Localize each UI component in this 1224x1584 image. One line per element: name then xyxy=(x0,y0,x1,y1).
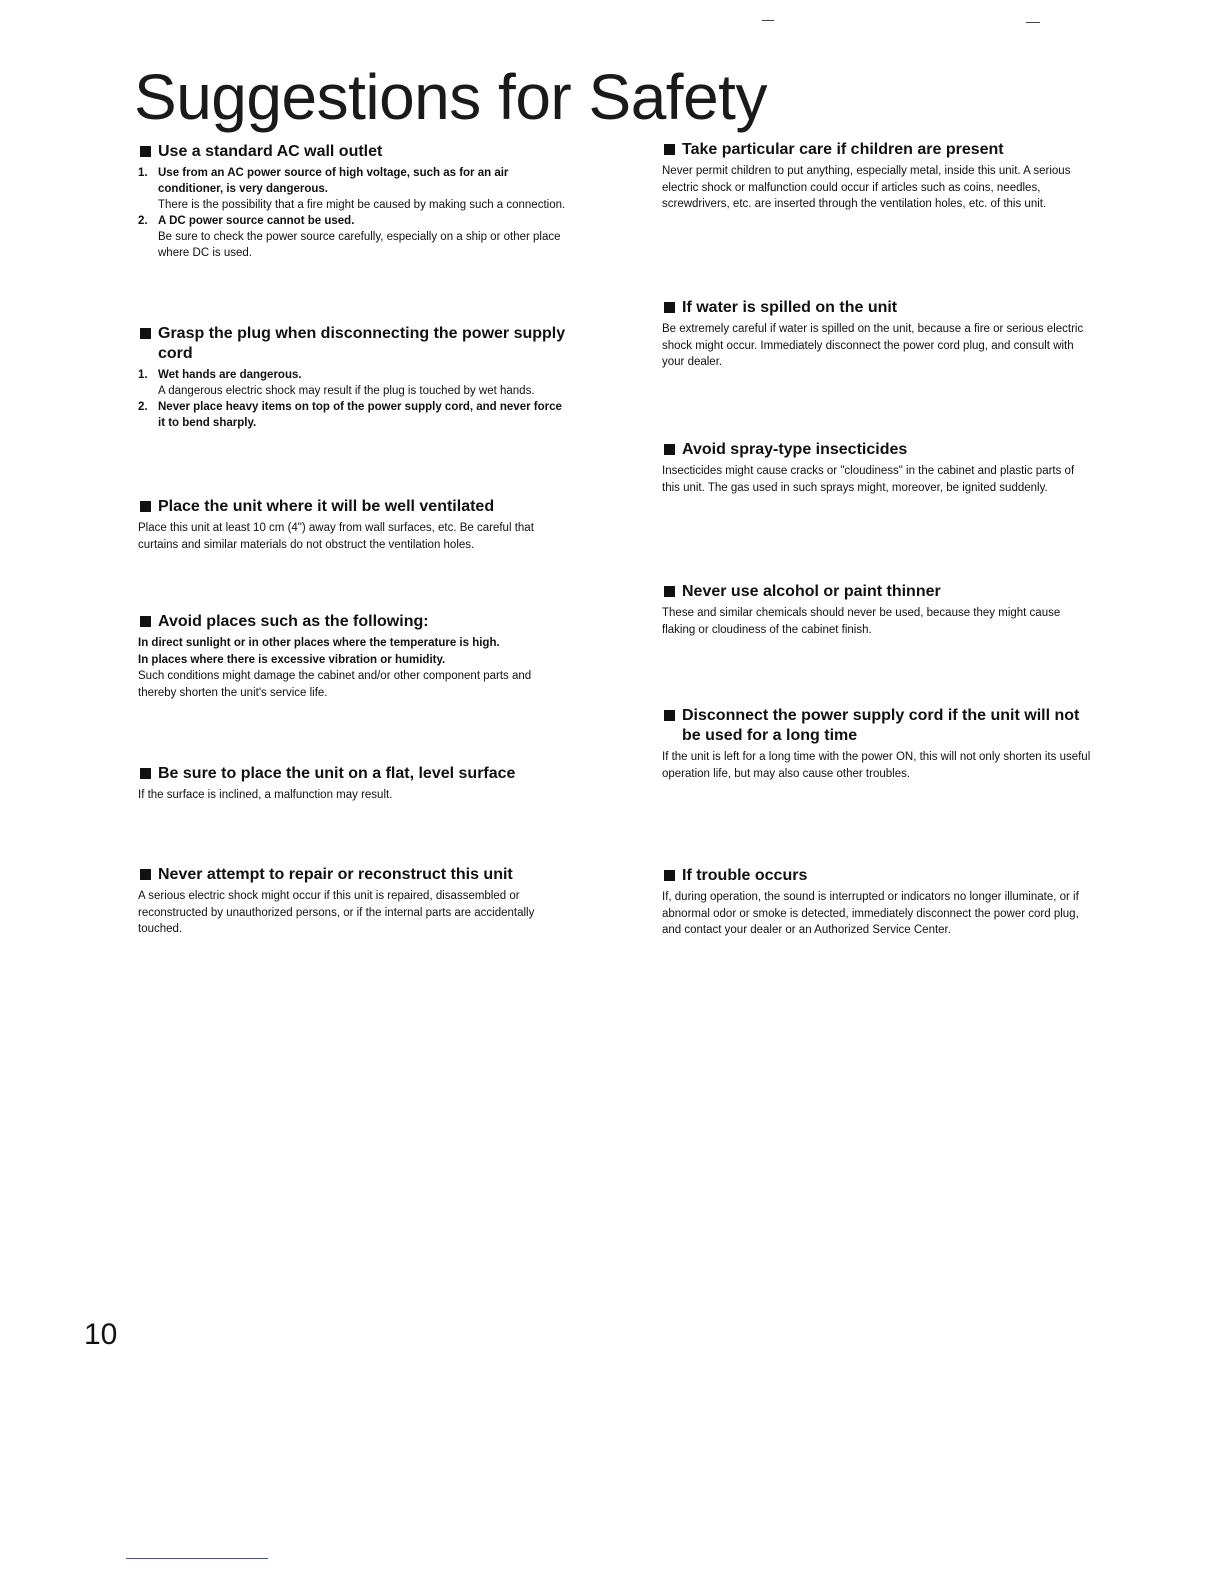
item-text: Be sure to check the power source carefully, especially on a ship or other place where DC is used. xyxy=(158,231,561,259)
square-bullet-icon xyxy=(664,586,675,597)
section-insecticides xyxy=(662,440,1094,496)
square-bullet-icon xyxy=(664,144,675,155)
section-warning-line: In places where there is excessive vibration or humidity. xyxy=(138,653,446,666)
section-body: Insecticides might cause cracks or "cloudiness" in the cabinet and plastic parts of this unit. The gas used in such sprays might, moreover, be ignited suddenly. xyxy=(662,465,1075,494)
section-heading: Avoid places such as the following: xyxy=(138,612,570,632)
footer-rule xyxy=(126,1558,268,1559)
section-no-repair xyxy=(138,865,570,938)
section-heading: If water is spilled on the unit xyxy=(662,298,1094,318)
numbered-item xyxy=(138,399,570,431)
square-bullet-icon xyxy=(664,444,675,455)
section-body: A serious electric shock might occur if this unit is repaired, disassembled or reconstructed by unauthorized persons, or if the internal parts are accidentally touched. xyxy=(138,890,535,935)
square-bullet-icon xyxy=(140,616,151,627)
section-body: Never permit children to put anything, especially metal, inside this unit. A serious electric shock or malfunction could occur if articles such as coins, needles, screwdrivers, etc. are inserted through the ventilation holes, etc. of this unit. xyxy=(662,165,1071,210)
section-heading: Disconnect the power supply cord if the unit will not be used for a long time xyxy=(662,706,1094,746)
section-warning-line: In direct sunlight or in other places where the temperature is high. xyxy=(138,637,500,649)
section-heading: Avoid spray-type insecticides xyxy=(662,440,1094,460)
section-disconnect-cord xyxy=(662,706,1094,782)
scan-mark xyxy=(762,20,774,21)
section-level-surface xyxy=(138,764,570,804)
square-bullet-icon xyxy=(664,870,675,881)
section-body: These and similar chemicals should never be used, because they might cause flaking or cloudiness of the cabinet finish. xyxy=(662,607,1061,636)
section-body: If the surface is inclined, a malfunction may result. xyxy=(138,789,393,801)
item-warning: Wet hands are dangerous. xyxy=(158,369,302,381)
square-bullet-icon xyxy=(140,869,151,880)
section-ventilation xyxy=(138,497,570,553)
item-text: There is the possibility that a fire might be caused by making such a connection. xyxy=(158,199,566,211)
numbered-item xyxy=(138,213,570,261)
square-bullet-icon xyxy=(140,146,151,157)
section-heading: Place the unit where it will be well ventilated xyxy=(138,497,570,517)
section-trouble xyxy=(662,866,1094,939)
page-title: Suggestions for Safety xyxy=(134,61,767,133)
section-grasp-plug xyxy=(138,324,570,431)
item-warning: Use from an AC power source of high voltage, such as for an air conditioner, is very dangerous. xyxy=(158,167,509,195)
item-text: A dangerous electric shock may result if the plug is touched by wet hands. xyxy=(158,385,535,397)
section-water-spilled xyxy=(662,298,1094,371)
item-warning: Never place heavy items on top of the power supply cord, and never force it to bend sharply. xyxy=(158,401,562,429)
section-heading: Use a standard AC wall outlet xyxy=(138,142,570,162)
section-body: Be extremely careful if water is spilled on the unit, because a fire or serious electric shock might occur. Immediately disconnect the power cord plug, and consult with your dealer. xyxy=(662,323,1084,368)
square-bullet-icon xyxy=(140,501,151,512)
square-bullet-icon xyxy=(140,768,151,779)
section-body: If, during operation, the sound is interrupted or indicators no longer illuminate, or if abnormal odor or smoke is detected, immediately disconnect the power cord plug, and contact your dealer or an Authorized Service Center. xyxy=(662,891,1079,936)
square-bullet-icon xyxy=(664,302,675,313)
section-heading: Grasp the plug when disconnecting the power supply cord xyxy=(138,324,570,364)
numbered-item xyxy=(138,367,570,399)
scan-mark xyxy=(1026,22,1040,23)
item-number: 2. xyxy=(138,401,148,413)
section-heading: Be sure to place the unit on a flat, level surface xyxy=(138,764,570,784)
section-standard-outlet xyxy=(138,142,570,261)
square-bullet-icon xyxy=(140,328,151,339)
section-children xyxy=(662,140,1094,213)
page-number: 10 xyxy=(84,1318,118,1351)
item-number: 1. xyxy=(138,167,148,179)
item-number: 2. xyxy=(138,215,148,227)
section-heading: Never use alcohol or paint thinner xyxy=(662,582,1094,602)
section-heading: If trouble occurs xyxy=(662,866,1094,886)
section-alcohol-thinner xyxy=(662,582,1094,638)
square-bullet-icon xyxy=(664,710,675,721)
section-avoid-places xyxy=(138,612,570,701)
item-warning: A DC power source cannot be used. xyxy=(158,215,355,227)
numbered-item xyxy=(138,165,570,213)
section-body: Such conditions might damage the cabinet and/or other component parts and thereby shorten the unit's service life. xyxy=(138,670,532,699)
section-heading: Take particular care if children are present xyxy=(662,140,1094,160)
section-body: Place this unit at least 10 cm (4") away from wall surfaces, etc. Be careful that curtains and similar materials do not obstruct the ventilation holes. xyxy=(138,522,534,551)
item-number: 1. xyxy=(138,369,148,381)
section-heading: Never attempt to repair or reconstruct this unit xyxy=(138,865,570,885)
section-body: If the unit is left for a long time with the power ON, this will not only shorten its useful operation life, but may also cause other troubles. xyxy=(662,751,1091,780)
